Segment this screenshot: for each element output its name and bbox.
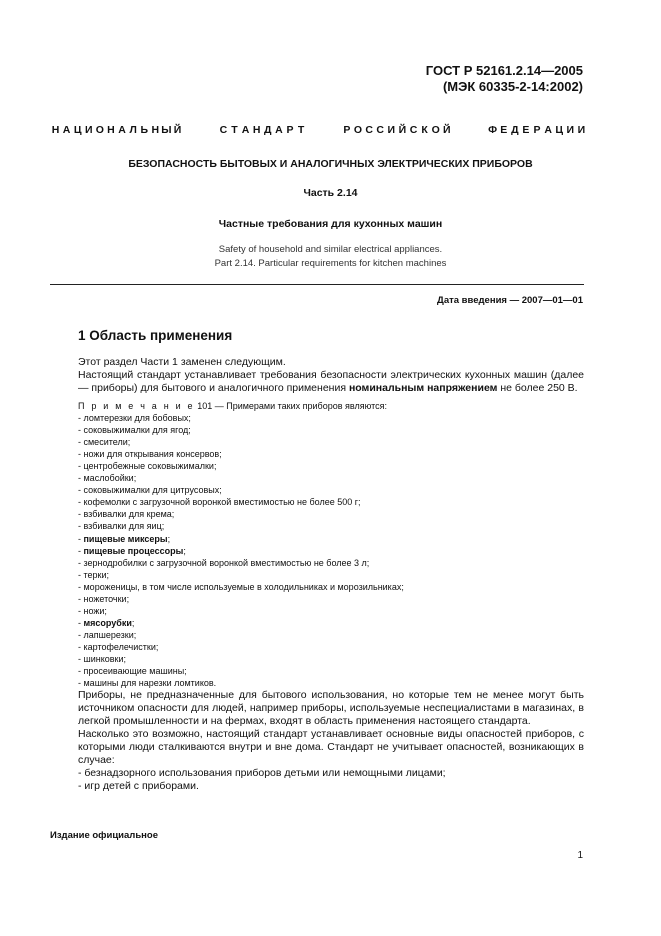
note-item: - центробежные соковыжималки; <box>78 461 217 472</box>
heading-letter: Й <box>398 124 407 136</box>
note-item <box>78 545 584 557</box>
note-item: - соковыжималки для цитрусовых; <box>78 485 222 496</box>
note-item-term: мясорубки <box>83 617 132 628</box>
heading-letter: А <box>118 124 126 136</box>
paragraph <box>78 369 584 395</box>
note-item: - соковыжималки для ягод; <box>78 425 191 436</box>
note-item: - взбивалки для яиц; <box>78 521 165 532</box>
standard-code-line1: ГОСТ Р 52161.2.14—2005 <box>425 63 583 78</box>
note-item-punct: ; <box>167 533 171 544</box>
paragraph-text: не более 250 В. <box>497 382 578 394</box>
heading-letter: И <box>577 124 586 136</box>
heading-letter: Р <box>533 124 541 136</box>
edition-label: Издание официальное <box>50 830 158 841</box>
note-item: - маслобойки; <box>78 473 137 484</box>
note-item: - ножеточки; <box>78 593 130 604</box>
page-number: 1 <box>577 850 583 861</box>
note-item-dash: - <box>78 533 84 544</box>
heading-letter: О <box>353 124 363 136</box>
paragraph: Насколько это возможно, настоящий стандарт устанавливает основные виды опасностей приборов, с которыми люди сталкиваются внутри и вне дома. Стандарт не учитывает опасностей, возникающих в случае: <box>78 728 584 767</box>
note-item: - картофелечистки; <box>78 641 159 652</box>
heading-letter: С <box>376 124 385 136</box>
english-title-line2: Part 2.14. Particular requirements for kitchen machines <box>214 258 447 269</box>
heading-letter: О <box>95 124 105 136</box>
heading-letter: Л <box>129 124 137 136</box>
heading-letter: И <box>84 124 93 136</box>
heading-letter: Н <box>107 124 115 136</box>
heading-letter: Т <box>297 124 305 136</box>
heading-letter: И <box>566 124 575 136</box>
note-item: - ножи для открывания консервов; <box>78 449 222 460</box>
heading-letter: Р <box>286 124 294 136</box>
heading-letter: А <box>241 124 250 136</box>
paragraph: Этот раздел Части 1 заменен следующим. <box>78 356 286 368</box>
heading-letter: Ф <box>488 124 498 136</box>
document-title: БЕЗОПАСНОСТЬ БЫТОВЫХ И АНАЛОГИЧНЫХ ЭЛЕКТРИЧЕСКИХ ПРИБОРОВ <box>128 158 533 170</box>
note-item-punct: ; <box>183 545 186 556</box>
heading-letter: О <box>431 124 440 136</box>
english-title-line1: Safety of household and similar electrical appliances. <box>218 244 443 255</box>
note-item: - мороженицы, в том числе используемые в холодильниках и морозильниках; <box>78 581 404 592</box>
list-item: - безнадзорного использования приборов детьми или немощными лицами; <box>78 767 446 780</box>
note-item: - ножи; <box>78 605 107 616</box>
heading-letter: Т <box>231 124 238 136</box>
note-item: - просеивающие машины; <box>78 666 187 677</box>
heading-letter: А <box>544 124 553 136</box>
heading-letter: С <box>409 124 418 136</box>
heading-letter: Е <box>500 124 508 136</box>
note-intro <box>78 400 584 412</box>
national-word <box>341 124 452 136</box>
heading-letter: Ы <box>161 124 172 136</box>
heading-letter: С <box>219 124 228 136</box>
heading-letter: Й <box>173 124 182 136</box>
heading-letter: Д <box>511 124 519 136</box>
english-title <box>0 243 661 271</box>
heading-letter: Ц <box>73 124 82 136</box>
term-bold: номинальным напряжением <box>348 382 498 394</box>
section-heading: 1 Область применения <box>78 328 233 343</box>
note-block <box>78 400 584 689</box>
note-item: - шинковки; <box>78 653 127 664</box>
note-item: - зернодробилки с загрузочной воронкой вместимостью не более 3 л; <box>78 557 370 568</box>
heading-letter: Н <box>252 124 261 136</box>
heading-letter: Ц <box>555 124 564 136</box>
note-item: - кофемолки с загрузочной воронкой вместимостью не более 500 г; <box>78 497 361 508</box>
note-item: - машины для нарезки ломтиков. <box>78 678 217 689</box>
heading-letter: Е <box>522 124 530 136</box>
heading-letter: Й <box>442 124 451 136</box>
heading-letter: Д <box>264 124 272 136</box>
heading-letter: Н <box>151 124 160 136</box>
note-item: - ломтерезки для бобовых; <box>78 413 191 424</box>
section-body <box>78 356 584 793</box>
note-item: - взбивалки для крема; <box>78 509 175 520</box>
heading-letter: С <box>365 124 374 136</box>
heading-letter: Н <box>51 124 60 136</box>
heading-letter: Р <box>343 124 351 136</box>
list-item: - игр детей с приборами. <box>78 780 199 793</box>
heading-letter: А <box>275 124 283 136</box>
heading-letter: Ь <box>140 124 149 136</box>
note-item-dash: - <box>78 545 84 556</box>
note-label: П р и м е ч а н и е <box>78 401 195 411</box>
national-word <box>218 124 307 136</box>
note-item: - терки; <box>78 569 109 580</box>
national-word <box>50 124 183 136</box>
note-intro-text: 101 — Примерами таких приборов являются: <box>194 401 388 411</box>
standard-code-line2: (МЭК 60335-2-14:2002) <box>442 79 583 94</box>
note-item: - смесители; <box>78 437 131 448</box>
note-item <box>78 617 584 629</box>
note-item-punct: ; <box>131 617 135 628</box>
note-item <box>78 533 584 545</box>
introduction-date: Дата введения — 2007—01—01 <box>437 295 583 306</box>
part-label: Часть 2.14 <box>303 187 358 199</box>
paragraph: Приборы, не предназначенные для бытового использования, но которые тем не менее могут быть источником опасности для людей, например приборы, используемые неспециалистами в магазинах, в легкой промышленности и на фермах, входят в область применения настоящего стандарта. <box>78 689 584 728</box>
paragraph-text: Настоящий стандарт устанавливает требования безопасности электрических кухонных машин (далее — приборы) для бытового и аналогичного применения <box>78 369 584 394</box>
heading-letter: А <box>62 124 71 136</box>
divider <box>50 284 584 285</box>
heading-letter: И <box>387 124 396 136</box>
note-item-term: пищевые миксеры <box>83 533 168 544</box>
national-standard-heading <box>50 124 587 136</box>
document-subtitle: Частные требования для кухонных машин <box>218 218 443 230</box>
note-item: - лапшерезки; <box>78 629 137 640</box>
national-word <box>487 124 587 136</box>
heading-letter: К <box>421 124 428 136</box>
note-item-term: пищевые процессоры <box>83 545 184 556</box>
note-list <box>78 412 584 689</box>
standard-code <box>426 63 583 95</box>
note-item-dash: - <box>78 617 84 628</box>
